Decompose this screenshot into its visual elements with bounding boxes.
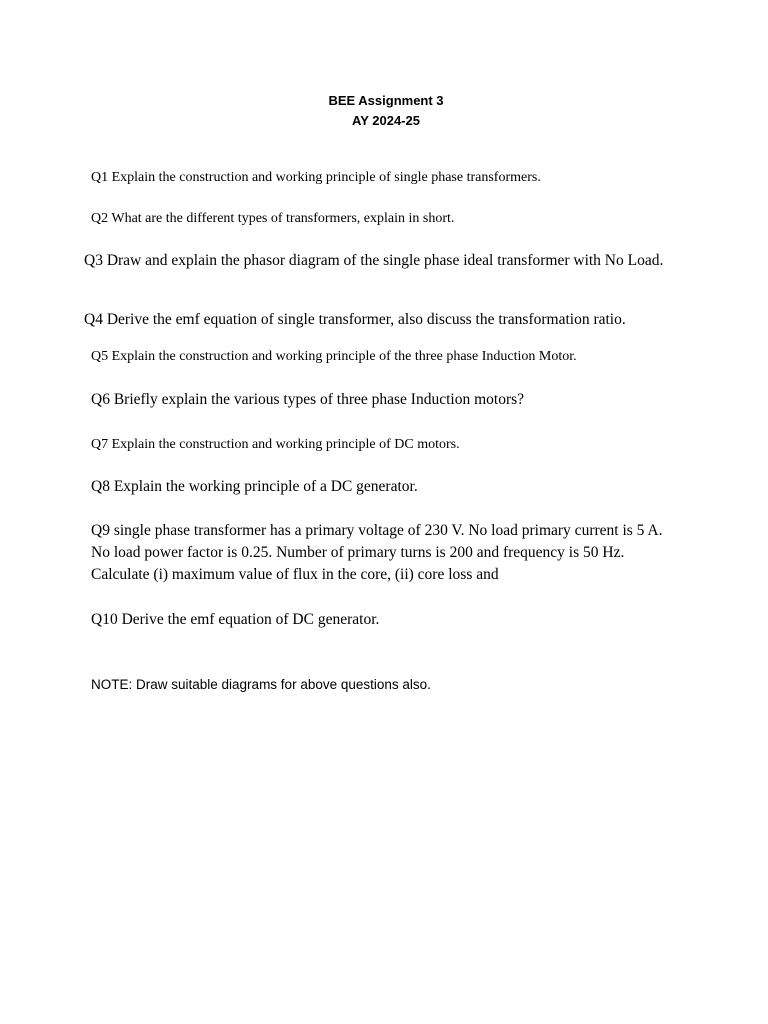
- question-4: Q4 Derive the emf equation of single transformer, also discuss the transformation ratio.: [84, 311, 626, 328]
- question-5: Q5 Explain the construction and working principle of the three phase Induction Motor.: [91, 349, 577, 364]
- question-8: Q8 Explain the working principle of a DC generator.: [91, 478, 418, 495]
- assignment-title: BEE Assignment 3: [328, 93, 444, 108]
- question-10: Q10 Derive the emf equation of DC generator.: [91, 611, 380, 628]
- question-2: Q2 What are the different types of transformers, explain in short.: [91, 211, 455, 226]
- question-1: Q1 Explain the construction and working principle of single phase transformers.: [91, 170, 541, 185]
- question-9: Q9 single phase transformer has a primary voltage of 230 V. No load primary current is 5 A. No load power factor is 0.25. Number of primary turns is 200 and frequency is 50 Hz. Calculate (i) maximum value of flux in the core, (ii) core loss and: [91, 522, 663, 583]
- note-text: NOTE: Draw suitable diagrams for above questions also.: [91, 677, 431, 692]
- question-7: Q7 Explain the construction and working principle of DC motors.: [91, 437, 460, 452]
- question-3: Q3 Draw and explain the phasor diagram of the single phase ideal transformer with No Load.: [84, 252, 664, 269]
- academic-year: AY 2024-25: [352, 113, 420, 128]
- question-6: Q6 Briefly explain the various types of three phase Induction motors?: [91, 391, 525, 408]
